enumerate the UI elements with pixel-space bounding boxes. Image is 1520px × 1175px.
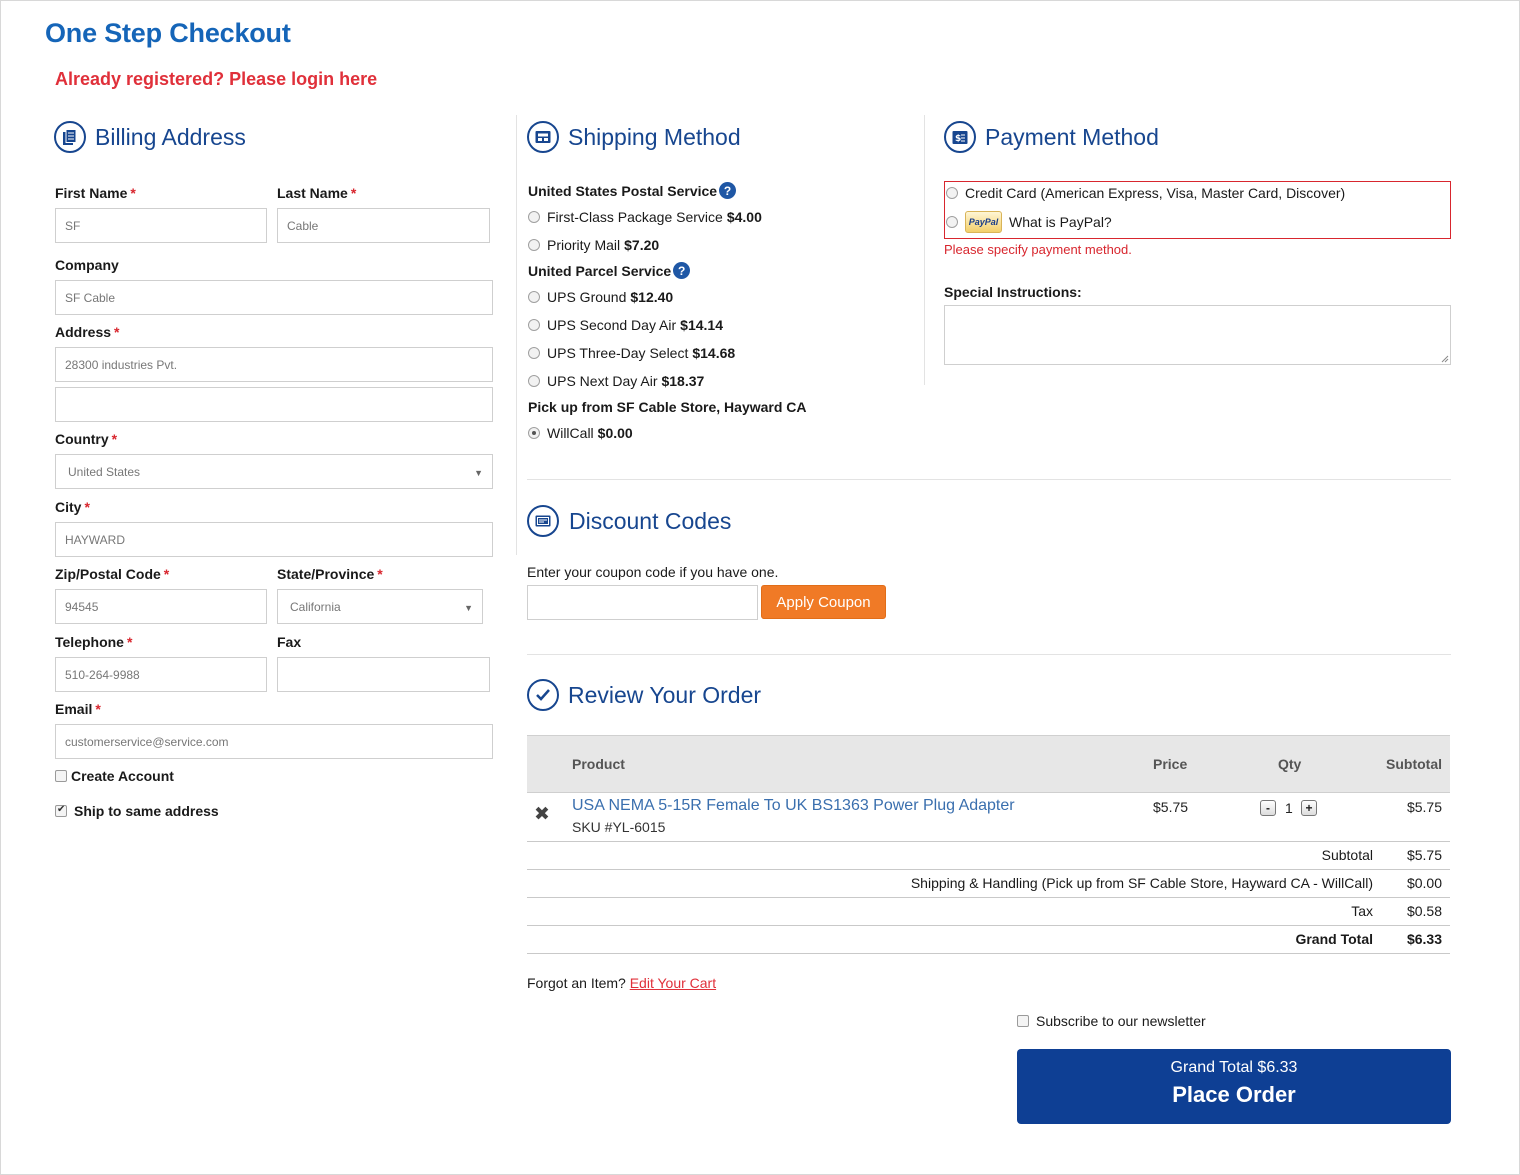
section-divider xyxy=(527,479,1451,480)
shipping-option-willcall[interactable]: WillCall $0.00 xyxy=(528,425,633,441)
shipping-radio-selected[interactable] xyxy=(528,427,540,439)
shipping-radio[interactable] xyxy=(528,319,540,331)
state-select-value: California xyxy=(290,599,341,614)
special-instructions-textarea[interactable] xyxy=(944,305,1451,365)
shipping-radio[interactable] xyxy=(528,375,540,387)
shipping-group-usps: United States Postal Service ? xyxy=(528,182,736,199)
help-icon[interactable]: ? xyxy=(719,182,736,199)
table-row-divider xyxy=(527,897,1450,898)
fax-label: Fax xyxy=(277,634,302,650)
payment-option-credit-card[interactable]: Credit Card (American Express, Visa, Master Card, Discover) xyxy=(946,185,1345,201)
payment-radio[interactable] xyxy=(946,187,958,199)
table-row-divider xyxy=(527,841,1450,842)
shipping-radio[interactable] xyxy=(528,211,540,223)
shipping-radio[interactable] xyxy=(528,347,540,359)
shipping-option-ups-ground[interactable]: UPS Ground $12.40 xyxy=(528,289,673,305)
payment-title: Payment Method xyxy=(985,123,1159,150)
billing-section-header xyxy=(54,121,246,153)
shipping-group-ups: United Parcel Service ? xyxy=(528,262,690,279)
shipping-section-header xyxy=(527,121,741,153)
shipping-option-ups-three-day[interactable]: UPS Three-Day Select $14.68 xyxy=(528,345,735,361)
column-header-product: Product xyxy=(572,756,625,772)
city-label: City * xyxy=(55,499,90,515)
item-price: $5.75 xyxy=(1153,799,1189,815)
paypal-logo: PayPal xyxy=(965,211,1002,233)
qty-decrease-button[interactable]: - xyxy=(1260,800,1276,816)
checkmark-icon xyxy=(527,679,559,711)
country-select-value: United States xyxy=(68,464,141,479)
payment-option-paypal[interactable]: PayPal What is PayPal? xyxy=(946,211,1112,233)
section-divider xyxy=(527,654,1451,655)
ship-same-label: Ship to same address xyxy=(74,803,219,819)
company-label: Company xyxy=(55,257,119,273)
chevron-down-icon: ▼ xyxy=(474,468,483,478)
shipping-title: Shipping Method xyxy=(568,123,741,150)
create-account-option[interactable] xyxy=(55,768,174,784)
last-name-label: Last Name * xyxy=(277,185,357,201)
edit-cart-link[interactable]: Edit Your Cart xyxy=(629,975,717,991)
table-row-divider xyxy=(527,925,1450,926)
totals-grand-total-value: $6.33 xyxy=(1406,931,1442,947)
column-divider-right xyxy=(924,115,925,385)
column-header-qty: Qty xyxy=(1278,756,1302,772)
close-icon[interactable]: ✖ xyxy=(534,804,550,825)
column-header-price: Price xyxy=(1153,756,1188,772)
company-input[interactable]: SF Cable xyxy=(55,280,493,315)
special-instructions-label: Special Instructions: xyxy=(944,284,1082,300)
payment-section-header xyxy=(944,121,1159,153)
totals-grand-total-label: Grand Total xyxy=(1295,931,1373,947)
zip-label: Zip/Postal Code * xyxy=(55,566,170,582)
place-order-label: Place Order xyxy=(1172,1082,1296,1107)
newsletter-checkbox[interactable] xyxy=(1017,1015,1029,1027)
column-divider-left xyxy=(516,115,517,555)
ticket-icon xyxy=(527,505,559,537)
totals-subtotal-label: Subtotal xyxy=(1321,847,1373,863)
review-section-header xyxy=(527,679,761,711)
shipping-option-ups-second-day[interactable]: UPS Second Day Air $14.14 xyxy=(528,317,723,333)
billing-title: Billing Address xyxy=(95,123,246,150)
table-row-divider xyxy=(527,869,1450,870)
create-account-label: Create Account xyxy=(71,768,174,784)
first-name-label: First Name * xyxy=(55,185,136,201)
address-line2-input[interactable] xyxy=(55,387,493,422)
fax-input[interactable] xyxy=(277,657,490,692)
discount-prompt: Enter your coupon code if you have one. xyxy=(527,564,779,580)
document-icon xyxy=(54,121,86,153)
newsletter-option[interactable] xyxy=(1017,1013,1206,1029)
login-link[interactable]: Already registered? Please login here xyxy=(55,69,378,89)
shipping-radio[interactable] xyxy=(528,291,540,303)
product-name-link[interactable]: USA NEMA 5-15R Female To UK BS1363 Power Plug Adapter xyxy=(572,797,1015,814)
shipping-radio[interactable] xyxy=(528,239,540,251)
table-row-divider xyxy=(527,953,1450,954)
address-line1-input[interactable]: 28300 industries Pvt. xyxy=(55,347,493,382)
apply-coupon-button[interactable]: Apply Coupon xyxy=(761,585,886,619)
column-header-subtotal: Subtotal xyxy=(1386,756,1442,772)
shipping-group-pickup: Pick up from SF Cable Store, Hayward CA xyxy=(528,399,807,415)
email-label: Email * xyxy=(55,701,101,717)
country-select[interactable] xyxy=(55,454,493,489)
discount-title: Discount Codes xyxy=(569,507,732,534)
place-order-grand-total: Grand Total $6.33 xyxy=(1170,1059,1298,1076)
svg-text:$: $ xyxy=(955,133,962,144)
payment-error: Please specify payment method. xyxy=(944,242,1132,257)
resize-handle-icon[interactable] xyxy=(1441,355,1449,363)
discount-section-header xyxy=(527,505,731,537)
page-title: One Step Checkout xyxy=(45,18,291,48)
ship-same-option[interactable] xyxy=(55,803,219,819)
item-subtotal: $5.75 xyxy=(1406,799,1442,815)
qty-increase-button[interactable]: + xyxy=(1301,800,1317,816)
shipping-option-ups-next-day[interactable]: UPS Next Day Air $18.37 xyxy=(528,373,704,389)
payment-radio[interactable] xyxy=(946,216,958,228)
product-sku: SKU #YL-6015 xyxy=(572,819,666,835)
ship-same-checkbox[interactable] xyxy=(55,805,67,817)
newsletter-label: Subscribe to our newsletter xyxy=(1036,1013,1206,1029)
totals-shipping-label: Shipping & Handling (Pick up from SF Cable Store, Hayward CA - WillCall) xyxy=(910,875,1373,891)
shipping-option-priority-mail[interactable]: Priority Mail $7.20 xyxy=(528,237,659,253)
address-label: Address * xyxy=(55,324,120,340)
telephone-input[interactable]: 510-264-9988 xyxy=(55,657,267,692)
state-select[interactable] xyxy=(277,589,483,624)
totals-shipping-value: $0.00 xyxy=(1406,875,1442,891)
city-input[interactable]: HAYWARD xyxy=(55,522,493,557)
help-icon[interactable]: ? xyxy=(673,262,690,279)
totals-tax-value: $0.58 xyxy=(1406,903,1442,919)
coupon-code-input[interactable] xyxy=(527,585,758,620)
country-label: Country * xyxy=(55,431,118,447)
review-title: Review Your Order xyxy=(568,681,762,708)
totals-subtotal-value: $5.75 xyxy=(1406,847,1442,863)
forgot-item-text: Forgot an Item? Edit Your Cart xyxy=(527,975,717,991)
chevron-down-icon: ▼ xyxy=(464,603,473,613)
item-qty: 1 xyxy=(1285,800,1293,816)
email-input[interactable]: customerservice@service.com xyxy=(55,724,493,759)
state-label: State/Province * xyxy=(277,566,383,582)
dollar-card-icon xyxy=(944,121,976,153)
order-table-header xyxy=(527,735,1450,793)
create-account-checkbox[interactable] xyxy=(55,770,67,782)
place-order-button[interactable] xyxy=(1017,1049,1451,1124)
zip-input[interactable]: 94545 xyxy=(55,589,267,624)
shipping-option-first-class[interactable]: First-Class Package Service $4.00 xyxy=(528,209,762,225)
last-name-input[interactable]: Cable xyxy=(277,208,490,243)
telephone-label: Telephone * xyxy=(55,634,133,650)
totals-tax-label: Tax xyxy=(1351,903,1373,919)
first-name-input[interactable]: SF xyxy=(55,208,267,243)
truck-icon xyxy=(527,121,559,153)
